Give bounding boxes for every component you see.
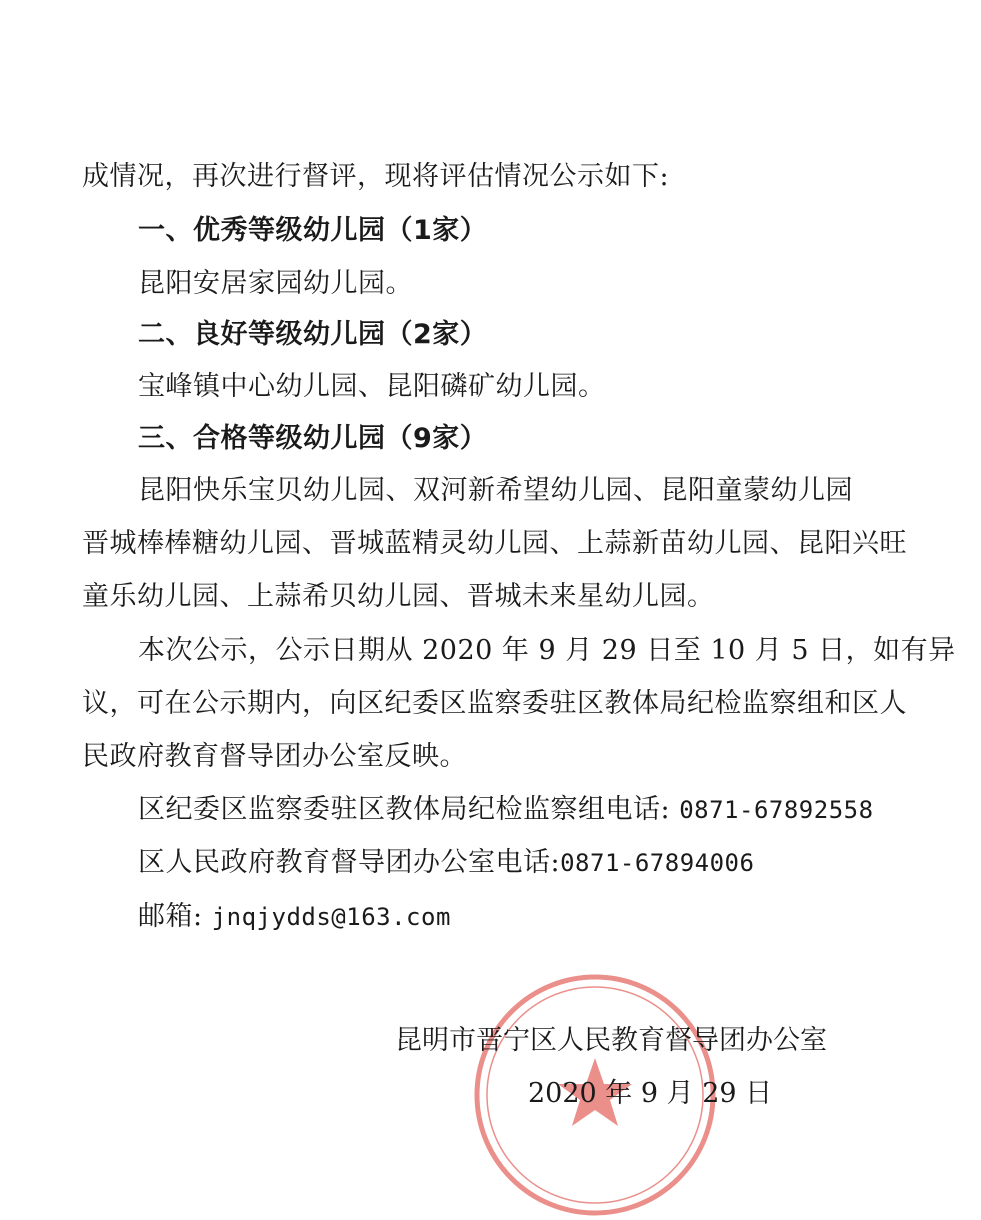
notice-line-1: 本次公示，公示日期从 2020 年 9 月 29 日至 10 月 5 日，如有异: [138, 635, 956, 666]
contact-email: [138, 900, 451, 934]
section-3-line-1: 昆阳快乐宝贝幼儿园、双河新希望幼儿园、昆阳童蒙幼儿园: [138, 475, 853, 506]
notice-line-3: 民政府教育督导团办公室反映。: [82, 741, 467, 772]
contact-discipline: [138, 793, 874, 827]
contact-office-phone: 0871-67894006: [560, 849, 755, 877]
contact-discipline-phone: 0871-67892558: [679, 796, 874, 824]
contact-email-label: 邮箱:: [138, 901, 203, 932]
section-1-line-1: 昆阳安居家园幼儿园。: [138, 268, 413, 299]
section-3-line-2: 晋城棒棒糖幼儿园、晋城蓝精灵幼儿园、上蒜新苗幼儿园、昆阳兴旺: [82, 528, 907, 559]
contact-discipline-label: 区纪委区监察委驻区教体局纪检监察组电话:: [138, 794, 671, 825]
intro-tail: 成情况，再次进行督评，现将评估情况公示如下:: [82, 161, 670, 192]
signature-date: 2020 年 9 月 29 日: [528, 1078, 773, 1109]
contact-email-address[interactable]: jnqjydds@163.com: [211, 903, 451, 931]
section-2-heading: 二、良好等级幼儿园（2家）: [138, 319, 488, 350]
contact-office-label: 区人民政府教育督导团办公室电话:: [138, 847, 561, 878]
section-3-heading: 三、合格等级幼儿园（9家）: [138, 423, 488, 454]
section-1-heading: 一、优秀等级幼儿园（1家）: [138, 215, 488, 246]
signature-org: 昆明市晋宁区人民教育督导团办公室: [395, 1025, 827, 1056]
section-3-line-3: 童乐幼儿园、上蒜希贝幼儿园、晋城未来星幼儿园。: [82, 581, 715, 612]
notice-line-2: 议，可在公示期内，向区纪委区监察委驻区教体局纪检监察组和区人: [82, 688, 907, 719]
contact-office: [138, 846, 754, 880]
section-2-line-1: 宝峰镇中心幼儿园、昆阳磷矿幼儿园。: [138, 371, 606, 402]
